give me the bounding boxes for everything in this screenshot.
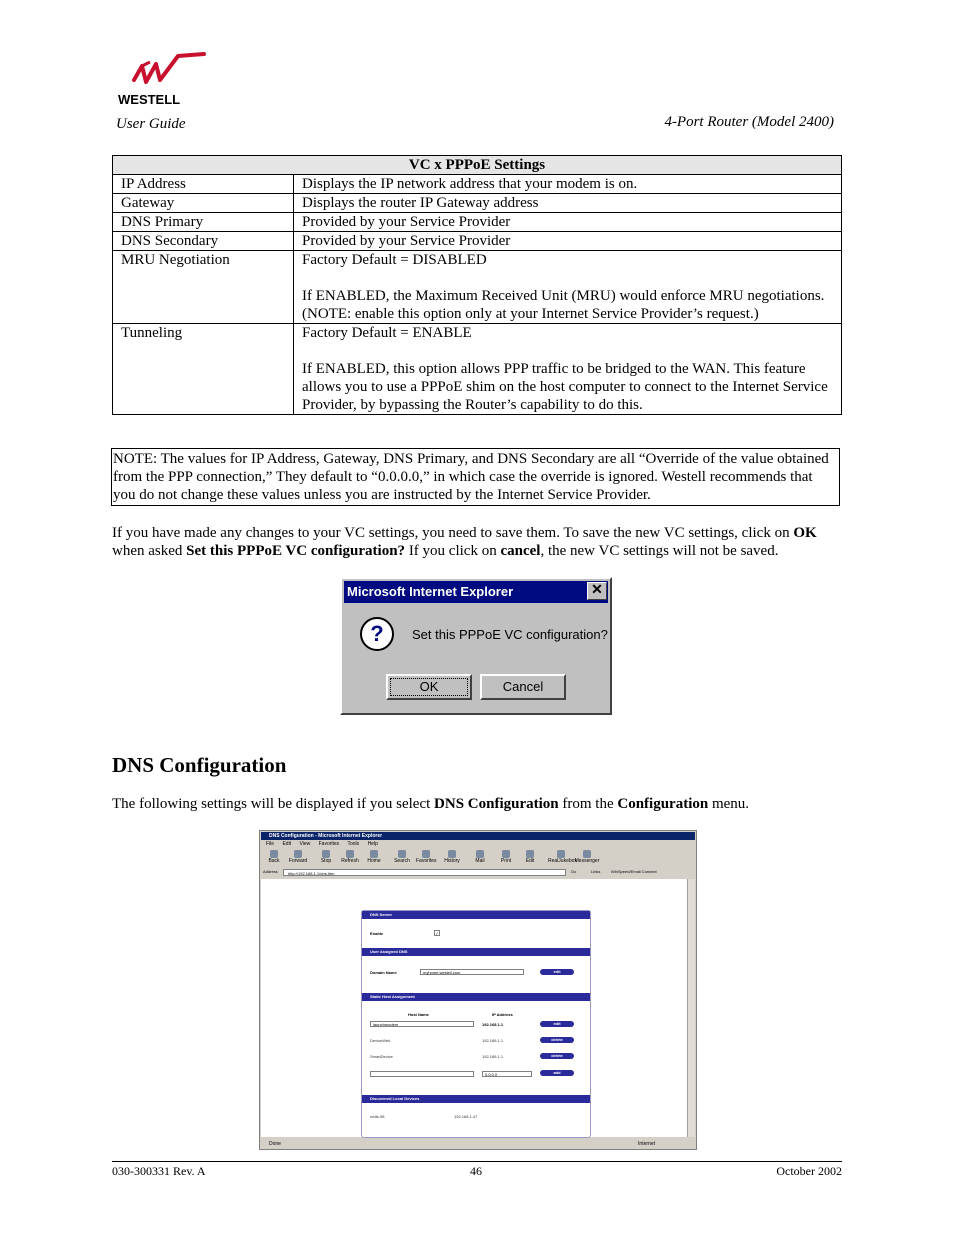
links-item[interactable]: WinSpeed/Email Connect bbox=[611, 869, 657, 874]
vc-pppoe-settings-table bbox=[112, 155, 842, 415]
realjukebox-button[interactable]: RealJukebox bbox=[548, 850, 574, 864]
messenger-icon bbox=[583, 850, 591, 858]
print-icon bbox=[502, 850, 510, 858]
menu-favorites[interactable]: Favorites bbox=[318, 841, 340, 847]
host-name-input[interactable]: launchmodem bbox=[370, 1021, 474, 1027]
table-title: VC x PPPoE Settings bbox=[113, 156, 842, 175]
go-button[interactable]: Go bbox=[571, 869, 577, 874]
setting-desc-detail: If ENABLED, this option allows PPP traffic to be bridged to the WAN. This feature allows you to use a PPPoE shim on the host computer to connect to the Internet Service Provider, by bypassing the Router’s capability to do this. bbox=[302, 361, 828, 413]
setting-desc: Displays the IP network address that your modem is on. bbox=[294, 175, 842, 194]
back-button[interactable]: Back bbox=[264, 850, 284, 864]
setting-desc: Factory Default = ENABLE bbox=[302, 325, 472, 341]
setting-name: DNS Primary bbox=[113, 213, 294, 232]
stop-button[interactable]: Stop bbox=[316, 850, 336, 864]
address-label: Address bbox=[263, 869, 278, 874]
header-guide-label: User Guide bbox=[116, 116, 186, 132]
text: when asked bbox=[112, 543, 187, 559]
favorites-icon bbox=[422, 850, 430, 858]
host-name-column: Host Name bbox=[408, 1012, 429, 1017]
forward-icon bbox=[294, 850, 302, 858]
setting-desc-detail: If ENABLED, the Maximum Received Unit (MRU) would enforce MRU negotiations. (NOTE: enable this option only at your Internet Service Provider’s request.) bbox=[302, 288, 825, 322]
dialog-title: Microsoft Internet Explorer bbox=[344, 581, 608, 603]
table-row bbox=[113, 324, 842, 415]
menu-edit[interactable]: Edit bbox=[282, 841, 292, 847]
toolbar bbox=[264, 850, 624, 866]
edit-button[interactable]: Edit bbox=[520, 850, 540, 864]
forward-button[interactable]: Forward bbox=[288, 850, 308, 864]
host-name: DeviceWeb bbox=[370, 1038, 391, 1043]
text: from the bbox=[558, 796, 618, 812]
back-icon bbox=[270, 850, 278, 858]
table-row bbox=[113, 213, 842, 232]
home-button[interactable]: Home bbox=[364, 850, 384, 864]
question-icon: ? bbox=[360, 617, 394, 651]
setting-name: Gateway bbox=[113, 194, 294, 213]
cancel-button[interactable]: Cancel bbox=[480, 674, 566, 700]
mail-button[interactable]: Mail bbox=[470, 850, 490, 864]
bold-text: DNS Configuration bbox=[434, 796, 559, 812]
zone-text: Internet bbox=[638, 1141, 655, 1147]
enable-checkbox[interactable]: ✓ bbox=[435, 931, 439, 936]
static-host-header: Static Host Assignment bbox=[362, 993, 590, 1001]
dns-server-header: DNS Server bbox=[362, 911, 590, 919]
text: If you click on bbox=[405, 543, 501, 559]
table-row bbox=[113, 251, 842, 324]
bold-text: OK bbox=[793, 525, 817, 541]
table-row bbox=[113, 175, 842, 194]
bold-text: cancel bbox=[500, 543, 541, 559]
dialog-message: Set this PPPoE VC configuration? bbox=[412, 627, 608, 642]
device-name: redis-98 bbox=[370, 1114, 385, 1119]
menu-view[interactable]: View bbox=[299, 841, 311, 847]
setting-desc-cell bbox=[294, 324, 842, 415]
add-host-button[interactable]: add bbox=[540, 1070, 574, 1076]
logo-wordmark: WESTELL bbox=[118, 92, 181, 107]
print-button[interactable]: Print bbox=[496, 850, 516, 864]
menu-file[interactable]: File bbox=[266, 841, 275, 847]
search-icon bbox=[398, 850, 406, 858]
westell-logo bbox=[112, 52, 208, 108]
confirm-dialog bbox=[340, 577, 612, 715]
new-host-ip-input[interactable]: 0.0.0.0 bbox=[482, 1071, 532, 1077]
domain-name-label: Domain Name bbox=[370, 970, 397, 975]
text: The following settings will be displayed if you select bbox=[112, 796, 435, 812]
messenger-button[interactable]: Messenger bbox=[574, 850, 600, 864]
vertical-scrollbar[interactable] bbox=[687, 879, 695, 1137]
menu-bar bbox=[266, 841, 385, 848]
page-content bbox=[261, 879, 687, 1137]
browser-window bbox=[259, 830, 697, 1150]
text: , the new VC settings will not be saved. bbox=[540, 543, 779, 559]
setting-name: MRU Negotiation bbox=[113, 251, 294, 324]
history-button[interactable]: History bbox=[442, 850, 462, 864]
host-ip: 192.168.1.1 bbox=[482, 1038, 504, 1043]
enable-label: Enable bbox=[370, 931, 384, 936]
setting-name: Tunneling bbox=[113, 324, 294, 415]
ok-button[interactable]: OK bbox=[386, 674, 472, 700]
delete-host-button[interactable]: delete bbox=[540, 1053, 574, 1059]
mail-icon bbox=[476, 850, 484, 858]
domain-name-input[interactable]: myhome.westell.com bbox=[420, 969, 524, 975]
browser-title: DNS Configuration - Microsoft Internet Explorer bbox=[261, 832, 695, 840]
favorites-button[interactable]: Favorites bbox=[416, 850, 436, 864]
address-bar bbox=[261, 868, 695, 877]
home-icon bbox=[370, 850, 378, 858]
doc-number: 030-300331 Rev. A bbox=[112, 1164, 206, 1178]
host-ip: 192.168.1.1 bbox=[482, 1022, 504, 1027]
links-label[interactable]: Links bbox=[591, 869, 601, 874]
discovered-devices-header: Discovered Local Devices bbox=[362, 1095, 590, 1103]
setting-desc: Provided by your Service Provider bbox=[294, 232, 842, 251]
delete-host-button[interactable]: delete bbox=[540, 1037, 574, 1043]
setting-desc: Provided by your Service Provider bbox=[294, 213, 842, 232]
bold-text: Configuration bbox=[617, 796, 709, 812]
dns-panel bbox=[361, 910, 591, 1138]
status-bar bbox=[261, 1140, 695, 1148]
text: menu. bbox=[708, 796, 750, 812]
edit-domain-button[interactable]: edit bbox=[540, 969, 574, 975]
stop-icon bbox=[322, 850, 330, 858]
text: If you have made any changes to your VC settings, you need to save them. To save the new VC settings, click on bbox=[112, 525, 794, 541]
refresh-button[interactable]: Refresh bbox=[340, 850, 360, 864]
address-input[interactable]: http://192.168.1.1/dns.htm bbox=[283, 869, 566, 876]
host-name: SmartDevice bbox=[370, 1054, 393, 1059]
search-button[interactable]: Search bbox=[392, 850, 412, 864]
footer-divider bbox=[112, 1161, 842, 1162]
table-row bbox=[113, 232, 842, 251]
realjukebox-icon bbox=[557, 850, 565, 858]
edit-icon bbox=[526, 850, 534, 858]
bold-text: Set this PPPoE VC configuration? bbox=[186, 543, 406, 559]
setting-desc-cell bbox=[294, 251, 842, 324]
save-instructions bbox=[112, 524, 842, 560]
setting-desc: Displays the router IP Gateway address bbox=[294, 194, 842, 213]
history-icon bbox=[448, 850, 456, 858]
new-host-name-input[interactable] bbox=[370, 1071, 474, 1077]
close-icon[interactable]: ✕ bbox=[587, 582, 607, 600]
menu-help[interactable]: Help bbox=[367, 841, 378, 847]
section-intro bbox=[112, 796, 749, 813]
header-model-label: 4-Port Router (Model 2400) bbox=[664, 114, 834, 130]
note-box: NOTE: The values for IP Address, Gateway, DNS Primary, and DNS Secondary are all “Override of the value obtained from the PPP connection,” They default to “0.0.0.0,” in which case the override is ignored. Westell recommends that you do not change these values unless you are instructed by the Internet Service Provider. bbox=[111, 448, 840, 506]
doc-date: October 2002 bbox=[776, 1164, 842, 1178]
section-title: DNS Configuration bbox=[112, 753, 287, 777]
host-ip: 192.168.1.1 bbox=[482, 1054, 504, 1059]
page-number: 46 bbox=[470, 1164, 482, 1178]
setting-name: IP Address bbox=[113, 175, 294, 194]
setting-name: DNS Secondary bbox=[113, 232, 294, 251]
table-row bbox=[113, 194, 842, 213]
device-ip: 192.168.1.47 bbox=[454, 1114, 478, 1119]
edit-host-button[interactable]: edit bbox=[540, 1021, 574, 1027]
refresh-icon bbox=[346, 850, 354, 858]
menu-tools[interactable]: Tools bbox=[347, 841, 360, 847]
setting-desc: Factory Default = DISABLED bbox=[302, 252, 487, 268]
status-text: Done bbox=[269, 1141, 281, 1147]
ip-address-column: IP Address bbox=[492, 1012, 513, 1017]
user-dns-header: User Assigned DNS bbox=[362, 948, 590, 956]
